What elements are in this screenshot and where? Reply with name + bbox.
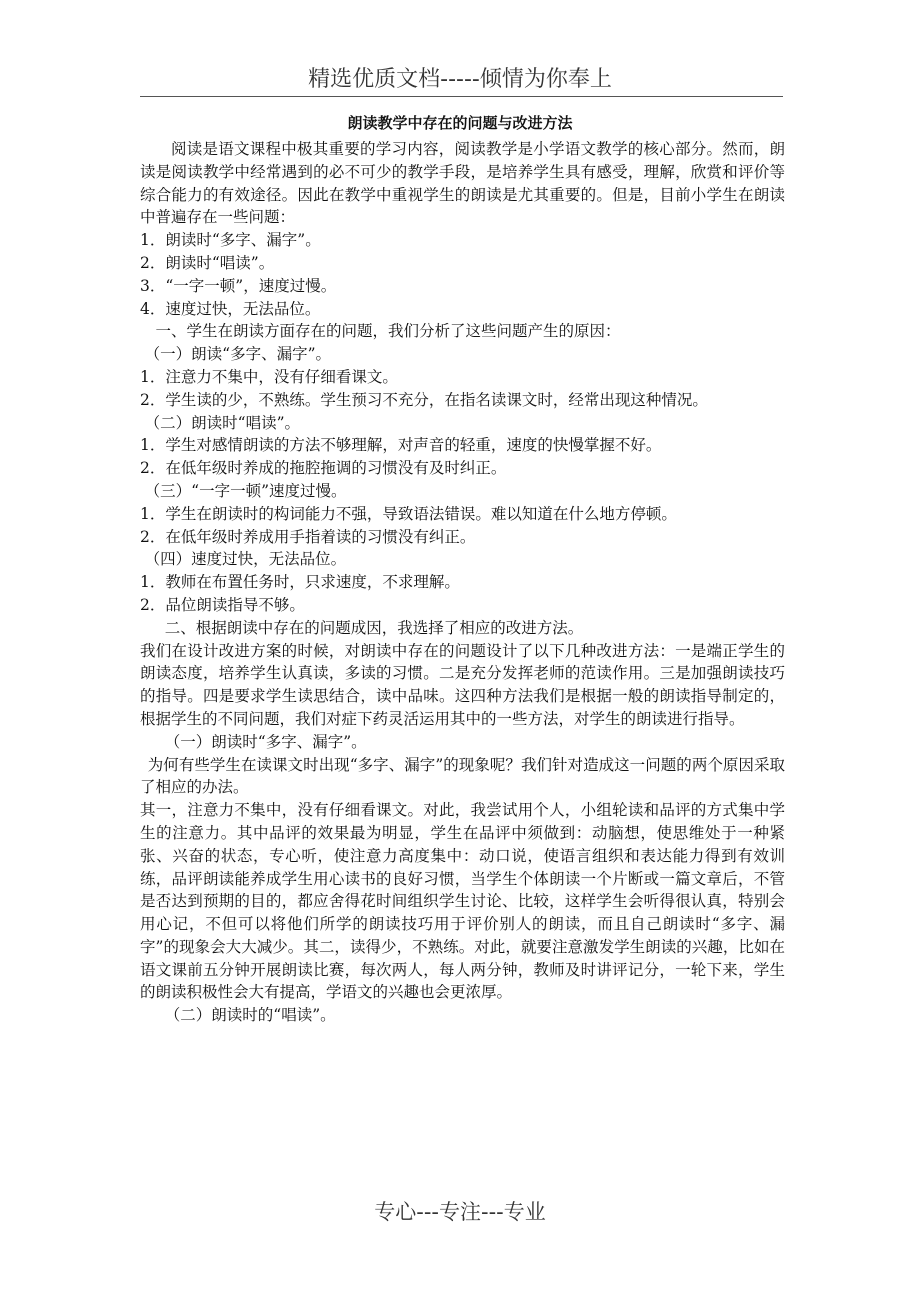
- header-divider: [140, 96, 783, 97]
- list-item: 2．学生读的少，不熟练。学生预习不充分，在指名读课文时，经常出现这种情况。: [140, 390, 708, 409]
- document-title: 朗读教学中存在的问题与改进方法: [347, 114, 573, 132]
- section-heading: 二、根据朗读中存在的问题成因，我选择了相应的改进方法。: [164, 618, 584, 637]
- subsection-heading: （二）朗读时“唱读”。: [144, 413, 300, 432]
- page-footer: 专心---专注---专业: [374, 1200, 546, 1224]
- subsection-heading: （一）朗读“多字、漏字”。: [144, 345, 331, 364]
- list-item: 2．品位朗读指导不够。: [140, 595, 305, 614]
- list-item: 1．学生对感情朗读的方法不够理解，对声音的轻重，速度的快慢掌握不好。: [140, 436, 662, 455]
- list-item: 2．在低年级时养成用手指着读的习惯没有纠正。: [140, 527, 476, 546]
- subsection-heading: （二）朗读时的“唱读”。: [164, 1006, 336, 1025]
- list-item: 1．学生在朗读时的构词能力不强，导致语法错误。难以知道在什么地方停顿。: [140, 504, 677, 523]
- section-heading: 一、学生在朗读方面存在的问题，我们分析了这些问题产生的原因：: [155, 322, 621, 341]
- list-item: 1．教师在布置任务时，只求速度，不求理解。: [140, 573, 460, 592]
- subsection-heading: （一）朗读时“多字、漏字”。: [164, 732, 367, 751]
- list-item: 1．注意力不集中，没有仔细看课文。: [140, 367, 398, 386]
- subsection-heading: （四）速度过快，无法品位。: [144, 550, 347, 569]
- body-paragraph: 我们在设计改进方案的时候，对朗读中存在的问题设计了以下几种改进方法：一是端正学生的朗读态度，培养学生认真读，多读的习惯。二是充分发挥老师的范读作用。三是加强朗读技巧的指导。四是要求学生读思结合，读中品味。这四种方法我们是根据一般的朗读指导制定的，根据学生的不同问题，我们对症下药灵活运用其中的一些方法，对学生的朗读进行指导。: [140, 641, 785, 728]
- body-paragraph: 其一，注意力不集中，没有仔细看课文。对此，我尝试用个人，小组轮读和品评的方式集中学生的注意力。其中品评的效果最为明显，学生在品评中须做到：动脑想，使思维处于一种紧张、兴奋的状态，专心听，使注意力高度集中：动口说，使语言组织和表达能力得到有效训练，品评朗读能养成学生用心读书的良好习惯，当学生个体朗读一个片断或一篇文章后，不管是否达到预期的目的，都应舍得花时间组织学生讨论、比较，这样学生会听得很认真，特别会用心记，不但可以将他们所学的朗读技巧用于评价别人的朗读，而且自己朗读时“多字、漏字”的现象会大大减少。其二，读得少，不熟练。对此，就要注意激发学生朗读的兴趣，比如在语文课前五分钟开展朗读比赛，每次两人，每人两分钟，教师及时讲评记分，一轮下来，学生的朗读积极性会大有提高，学语文的兴趣也会更浓厚。: [140, 801, 785, 1002]
- list-item: 4．速度过快，无法品位。: [140, 299, 321, 318]
- list-item: 1．朗读时“多字、漏字”。: [140, 231, 321, 250]
- document-body: [140, 138, 785, 1027]
- intro-paragraph: 阅读是语文课程中极其重要的学习内容，阅读教学是小学语文教学的核心部分。然而，朗读是阅读教学中经常遇到的必不可少的教学手段，是培养学生具有感受，理解，欣赏和评价等综合能力的有效途径。因此在教学中重视学生的朗读是尤其重要的。但是，目前小学生在朗读中普遍存在一些问题：: [140, 140, 785, 227]
- body-paragraph: 为何有些学生在读课文时出现“多字、漏字”的现象呢？我们针对造成这一问题的两个原因采取了相应的办法。: [140, 755, 785, 797]
- list-item: 2．朗读时“唱读”。: [140, 253, 275, 272]
- list-item: 3．“一字一顿”，速度过慢。: [140, 276, 337, 295]
- subsection-heading: （三）“一字一顿”速度过慢。: [144, 481, 347, 500]
- page-header: 精选优质文档-----倾情为你奉上: [308, 67, 612, 92]
- list-item: 2．在低年级时养成的拖腔拖调的习惯没有及时纠正。: [140, 459, 507, 478]
